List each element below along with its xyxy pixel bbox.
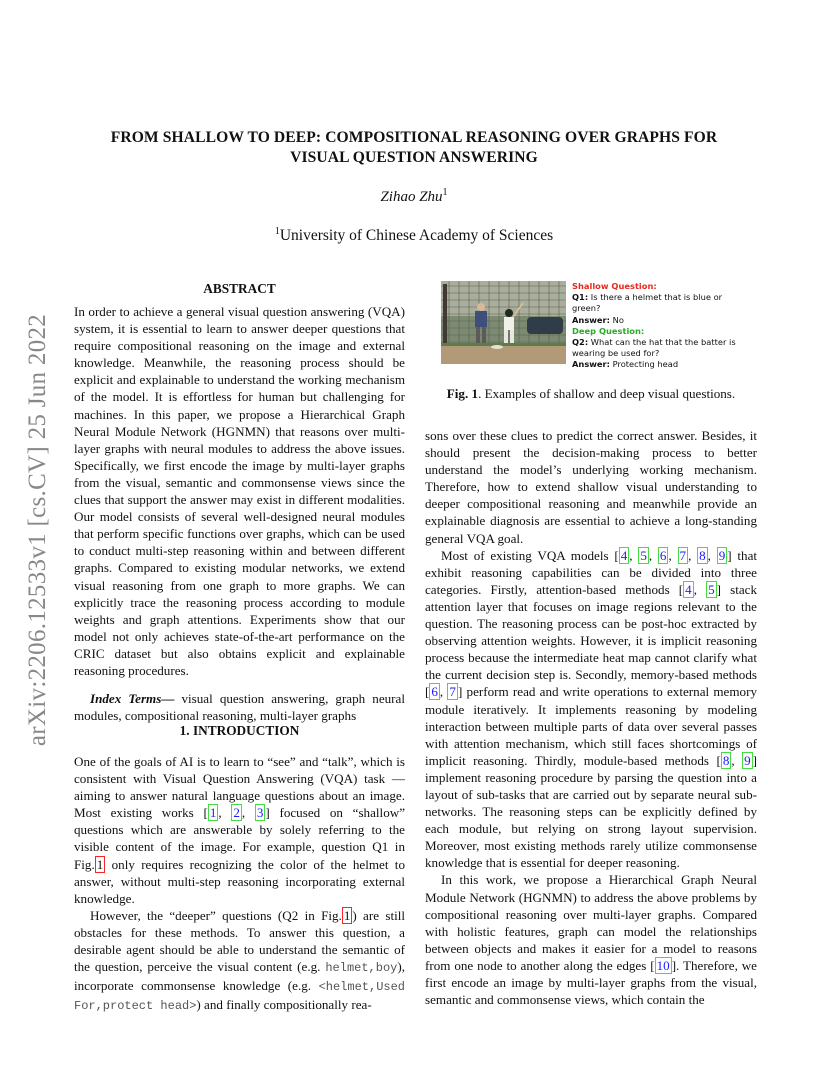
citation-link[interactable]: 5 (708, 581, 715, 597)
shallow-question-label: Shallow Question: (572, 281, 657, 291)
intro-p2-text-c: ), incorporate commonsense knowledge (e.g. (74, 959, 405, 994)
a2-label: Answer: (572, 359, 610, 370)
author-name: Zihao Zhu (380, 189, 443, 205)
right-paragraph-2: Most of existing VQA models [ 4 , 5 , 6 , 7 , 8 , 9 ] that exhibit reasoning capabilities can be divided into three categories. Firstly, attention-based methods [ 4 , 5 ] stack attention layer that focuses on image regions relevant to the question. The reasoning process can be post-hoc extracted by observing attention weights. However, it is implicit reasoning process because the intermediate heat map cannot clarify what the current decision step is. Secondly, memory-based methods [ 6 , 7 ] perform read and write operations to external memory module iteratively. It implements reasoning by modeling interaction between multiple parts of data over several passes with attention mechanism, which still faces shortcomings of implicit reasoning. Thirdly, module-based methods [ 8 , 9 ] implement reasoning procedure by parsing the question into a layout of sub-tasks that are carried out by separate neural sub-networks. The reasoning steps can be explicitly defined by each module, but relying on strong layout supervision. Moreover, most existing methods rarely utilize commonsense knowledge that is essential for deeper reasoning. (425, 547, 758, 871)
citation-link[interactable]: 6 (659, 547, 667, 563)
q2-label: Q2: (572, 337, 589, 348)
citation-link[interactable]: 5 (640, 547, 647, 563)
baseball-photo-illustration (441, 281, 566, 364)
a1-label: Answer: (572, 314, 610, 325)
right-p2-text-b: ] that exhibit reasoning capabilities can be divided into three categories. Firstly, attention-based methods [ (425, 547, 758, 597)
figure-1-caption (425, 386, 757, 402)
intro-p1-text-c: only requires recognizing the color of the helmet to answer, without multi-step reasoning incorporating external knowledge. (74, 856, 405, 906)
affiliation-superscript: 1 (274, 226, 280, 237)
intro-body (74, 753, 405, 1015)
citation-link[interactable]: 2 (233, 805, 240, 821)
citation-link[interactable]: 9 (718, 547, 726, 563)
intro-p2-text-b: ) are still obstacles for these methods. To answer this question, a desirable agent should be able to understand the semantic of the question, perceive the visual content (e.g. (74, 907, 405, 975)
deep-question-label: Deep Question: (572, 325, 645, 336)
abstract-body (74, 303, 405, 724)
citation-link[interactable]: 3 (256, 805, 264, 821)
intro-paragraph-2 (74, 907, 405, 1016)
right-p2-text-e: ] implement reasoning procedure by parsing the question into a layout of sub-tasks that are carried out by separate neural sub-networks. The reasoning steps can be explicitly defined by each module, but relying on strong layout supervision. Moreover, most existing methods rarely utilize commonsense knowledge that is essential for deeper reasoning. (425, 752, 758, 871)
intro-paragraph-1: One of the goals of AI is to learn to “see” and “talk”, which is consistent with Visual Question Answering (VQA) task — aiming to answer natural language questions about an image. Most existing works [ 1 , 2 , 3 ] focused on “shallow” questions which are answerable by solely referring to the visible content of the image. For example, question Q1 in Fig. 1 only requires recognizing the color of the helmet to answer, without multi-step reasoning incorporating external knowledge. (74, 754, 406, 906)
right-paragraph-3 (425, 871, 757, 1008)
figure-1-image (441, 281, 566, 364)
intro-p1-text-a: One of the goals of AI is to learn to “see” and “talk”, which is consistent with Visual Question Answering (VQA) task — aiming to answer natural language questions about an image. Most existing works [ (74, 754, 405, 821)
right-p2-text-c: ] stack attention layer that focuses on image regions relevant to the question. The reasoning process can be post-hoc extracted by observing attention weights. However, it is implicit reasoning process because the intermediate heat map cannot clarify what the current decision step is. Secondly, memory-based methods [ (425, 581, 758, 700)
citation-link[interactable]: 9 (744, 752, 751, 768)
arxiv-identifier: arXiv:2206.12533v1 [cs.CV] 25 Jun 2022 (24, 313, 51, 747)
citation-link[interactable]: 4 (685, 581, 692, 597)
paper-title-line-2: VISUAL QUESTION ANSWERING (290, 149, 538, 166)
code-term: <helmet,Used For,protect head> (74, 980, 405, 1014)
citation-link[interactable]: 10 (656, 957, 670, 973)
abstract-text: In order to achieve a general visual question answering (VQA) system, it is essential to learn to answer deeper questions that require compositional reasoning on the image and external knowledge. Meanwhile, the reasoning process should be explicit and explainable to understand the working mechanism of the model. It is effortless for human but challenging for machines. In this paper, we propose a Hierarchical Graph Neural Module Network (HGNMN) that reasons over multi-layer graphs with neural modules to address the above issues. Specifically, we first encode the image by multi-layer graphs from the visual, semantic and commonsense views since the clues that support the answer may exist in different modalities. Our model consists of several well-designed neural modules that perform specific functions over graphs, which can be used to conduct multi-step reasoning within and between different graphs. Compared to existing modular networks, we extend visual reasoning from one graph to more graphs. We can explicitly trace the reasoning process according to module weights and graph attentions. Experiments show that our model not only achieves state-of-the-art performance on the CRIC dataset but also obtains explicit and explainable reasoning procedures. (74, 304, 405, 678)
figure-1-questions (572, 281, 752, 371)
citation-link[interactable]: 6 (431, 684, 438, 700)
citation-link[interactable]: 1 (209, 805, 217, 821)
arxiv-sidebar (8, 290, 68, 770)
affiliation (0, 226, 828, 245)
code-term: helmet,boy (325, 961, 398, 976)
figure-ref-link[interactable]: 1 (343, 907, 351, 923)
affiliation-name: University of Chinese Academy of Sciences (279, 227, 554, 245)
a2-text: Protecting head (612, 359, 679, 370)
right-p2-text-a: Most of existing VQA models [ (441, 547, 619, 563)
author-superscript: 1 (442, 187, 448, 198)
intro-p1-text-b: ] focused on “shallow” questions which are answerable by solely referring to the visible content of the image. For example, question Q1 in Fig. (74, 805, 406, 872)
right-p3-text-a: In this work, we propose a Hierarchical Graph Neural Module Network (HGNMN) to address the above problems by compositional reasoning over multi-layer graphs. Compared with holistic features, graph can model the relationships between objects and makes it easier for a model to reasons from one node to another along the edges [ (425, 872, 757, 973)
paper-title-line-1: FROM SHALLOW TO DEEP: COMPOSITIONAL REASONING OVER GRAPHS FOR (110, 129, 718, 146)
author (0, 187, 828, 206)
paper-title (70, 128, 758, 168)
citation-link[interactable]: 7 (449, 684, 456, 700)
q1-label: Q1: (572, 292, 589, 303)
index-terms-label: Index Terms— (90, 691, 175, 707)
right-p2-text-d: ] perform read and write operations to external memory module iteratively. It implements reasoning by modeling interaction between multiple parts of data over several passes with attention mechanism, which still faces shortcomings of implicit reasoning. Thirdly, module-based methods [ (425, 684, 757, 768)
q1-text: Is there a helmet that is blue or green? (572, 292, 723, 314)
citation-link[interactable]: 8 (722, 752, 730, 768)
citation-link[interactable]: 8 (699, 547, 706, 563)
intro-p2-text-a: However, the “deeper” questions (Q2 in Fig. (90, 907, 342, 923)
right-p3-text-b: ]. Therefore, we first encode an image by multi-layer graphs from the visual, semantic and commonsense views, which contain the (425, 957, 757, 1008)
a1-text: No (612, 314, 624, 325)
abstract-heading: ABSTRACT (203, 281, 276, 296)
index-terms (74, 690, 405, 724)
citation-link[interactable]: 4 (620, 547, 628, 563)
caption-text: . Examples of shallow and deep visual questions. (478, 386, 736, 401)
q2-text: What can the hat that the batter is wearing be used for? (572, 337, 736, 359)
intro-p2-text-d: ) and finally compositionally rea- (196, 997, 372, 1013)
right-column-body (425, 427, 757, 1008)
index-terms-text: visual question answering, graph neural modules, compositional reasoning, multi-layer graphs (74, 691, 405, 724)
citation-link[interactable]: 7 (679, 547, 687, 563)
intro-heading: 1. INTRODUCTION (179, 723, 300, 738)
right-paragraph-1: sons over these clues to predict the correct answer. Besides, it should present the decision-making process to better understand the model’s underlying working mechanism. Therefore, how to extend shallow visual understanding to deeper compositional reasoning and meanwhile provide an explainable diagnosis are essential to achieve a long-standing general VQA goal. (425, 428, 757, 546)
caption-label: Fig. 1 (446, 386, 479, 401)
figure-ref-link[interactable]: 1 (96, 856, 104, 872)
